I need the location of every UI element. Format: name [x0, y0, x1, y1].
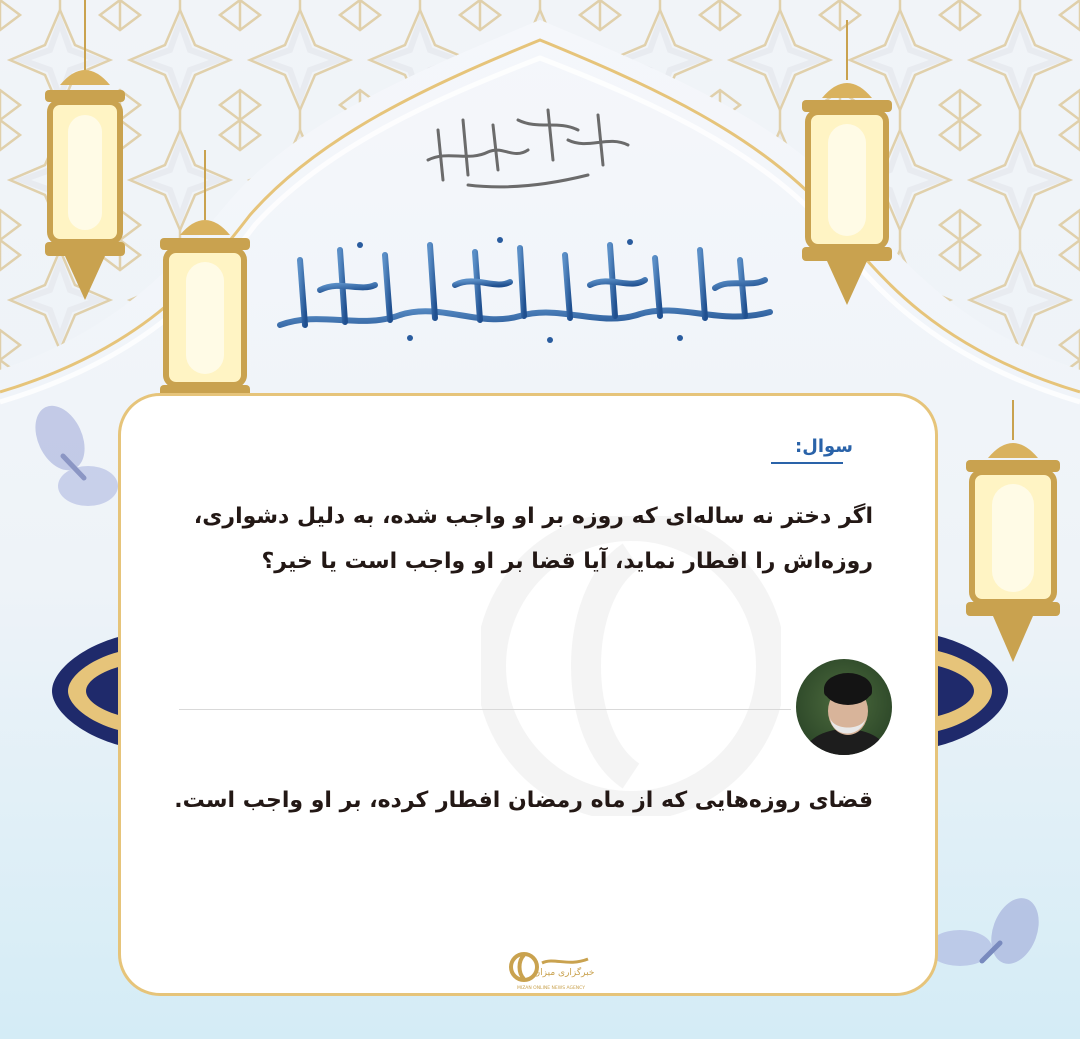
lantern-top-left: [30, 0, 140, 310]
mizan-logo: [506, 949, 596, 993]
question-label: سوال:: [795, 436, 853, 457]
ornament-left: [52, 636, 122, 746]
lantern-mid-right: [958, 400, 1068, 670]
basmala-calligraphy: [408, 90, 648, 200]
basmala-text: بسم الله الرحمن الرحیم: [522, 198, 534, 199]
verse-calligraphy: [260, 230, 790, 350]
ornament-right: [938, 636, 1008, 746]
logo-text-fa: خبرگزاری میزان: [533, 968, 595, 978]
qa-card: [118, 393, 938, 996]
logo-text-en: MIZAN ONLINE NEWS AGENCY: [516, 986, 586, 991]
question-text: اگر دختر نه ساله‌ای که روزه بر او واجب شده، به دلیل دشواری، روزه‌اش را افطار نماید، آیا قضا بر او واجب است یا خیر؟: [193, 504, 873, 574]
divider: [179, 709, 791, 710]
question-label-underline: [771, 462, 843, 464]
butterfly-left: [18, 398, 128, 518]
verse-text: شهر رمضان الذی انزل فیه القرآن: [517, 348, 533, 349]
butterfly-right: [920, 893, 1050, 993]
avatar: [793, 656, 895, 758]
answer-text: قضای روزه‌هایی که از ماه رمضان افطار کرده، بر او واجب است.: [174, 788, 873, 813]
portrait-image: [796, 659, 892, 755]
lantern-top-right: [792, 20, 902, 310]
